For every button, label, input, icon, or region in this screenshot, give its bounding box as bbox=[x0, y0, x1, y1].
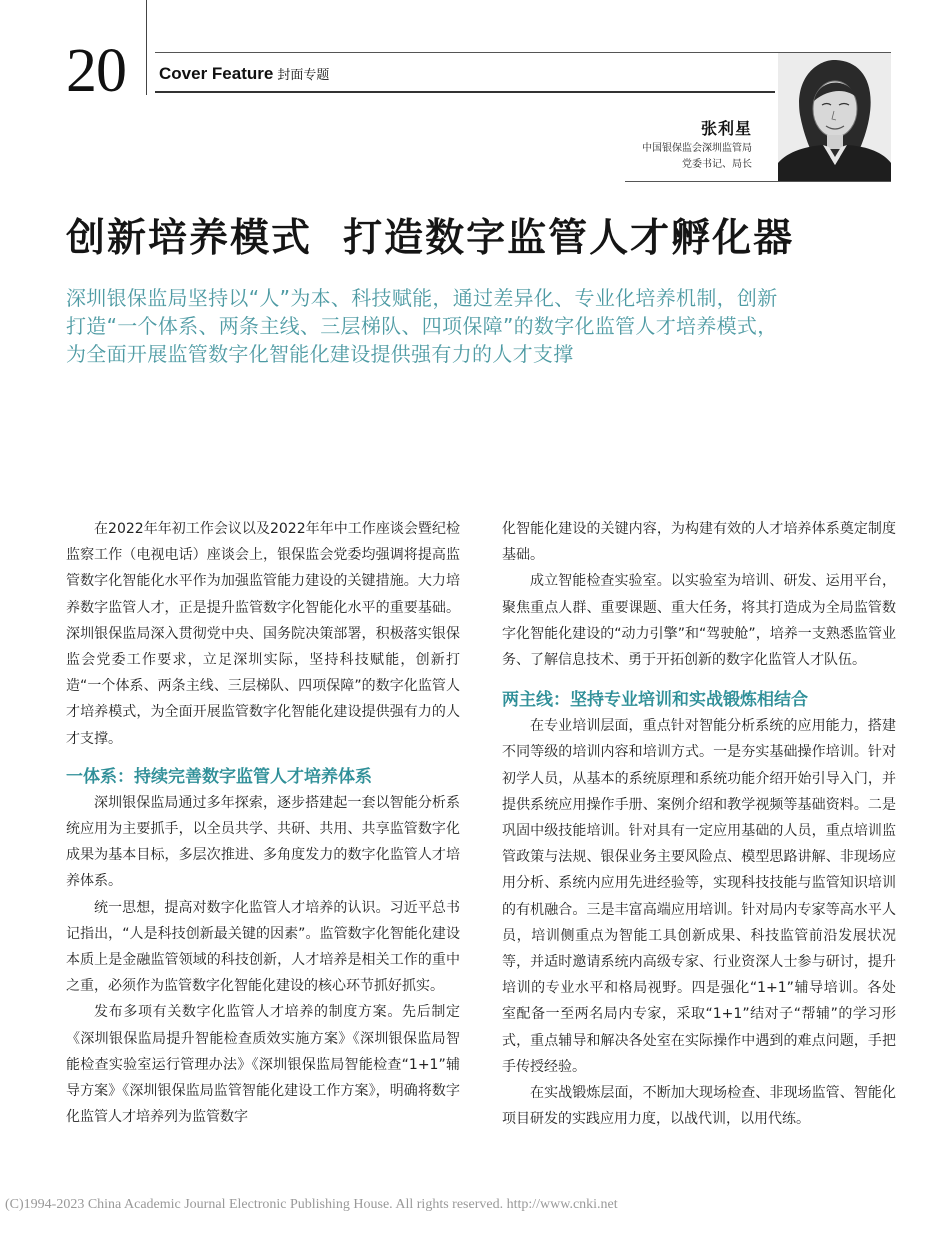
lead-line: 深圳银保监局坚持以“人”为本、科技赋能，通过差异化、专业化培养机制，创新 bbox=[66, 286, 778, 310]
copyright-footer: (C)1994-2023 China Academic Journal Electronic Publishing House. All rights reserved. http://www.cnki.net bbox=[5, 1197, 618, 1212]
section-heading-one-system: 一体系：持续完善数字监管人才培养体系 bbox=[66, 766, 372, 787]
paragraph: 在专业培训层面，重点针对智能分析系统的应用能力，搭建不同等级的培训内容和培训方式。一是夯实基础操作培训。针对初学人员，从基本的系统原理和系统功能介绍开始引导入门，并提供系统应用操作手册、案例介绍和教学视频等基础资料。二是巩固中级技能培训。针对具有一定应用基础的人员，重点培训监管政策与法规、银保业务主要风险点、模型思路讲解、非现场应用分析、系统内应用先进经验等，实现科技技能与监管知识培训的有机融合。三是丰富高端应用培训。针对局内专家等高水平人员，培训侧重点为智能工具创新成果、科技监管前沿发展状况等，并适时邀请系统内高级专家、行业资深人士参与研讨，提升培训的专业水平和格局视野。四是强化“1+1”辅导培训。各处室配备一至两名局内专家，采取“1+1”结对子“帮辅”的学习形式，重点辅导和解决各处室在实际操作中遇到的难点问题，手把手传授经验。 bbox=[502, 718, 896, 1075]
author-name: 张利星 bbox=[700, 119, 752, 138]
page-number: 20 bbox=[66, 37, 126, 105]
header-section-rule bbox=[155, 91, 775, 93]
paragraph-continued: 化智能化建设的关键内容，为构建有效的人才培养体系奠定制度基础。 bbox=[502, 521, 896, 564]
article-lead bbox=[66, 284, 896, 368]
article-title: 创新培养模式 打造数字监管人才孵化器 bbox=[66, 216, 795, 261]
paragraph: 深圳银保监局通过多年探索，逐步搭建起一套以智能分析系统应用为主要抓手，以全员共学、共研、共用、共享监管数字化成果为基本目标，多层次推进、多角度发力的数字化监管人才培养体系。 bbox=[66, 794, 460, 890]
author-org-line: 中国银保监会深圳监管局 bbox=[642, 143, 752, 154]
section-label-en: Cover Feature bbox=[159, 64, 274, 83]
paragraph: 在实战锻炼层面，不断加大现场检查、非现场监管、智能化项目研发的实践应用力度，以战代训，以用代练。 bbox=[502, 1085, 896, 1128]
lead-line: 打造“一个体系、两条主线、三层梯队、四项保障”的数字化监管人才培养模式， bbox=[66, 314, 778, 338]
paragraph: 成立智能检查实验室。以实验室为培训、研发、运用平台，聚焦重点人群、重要课题、重大任务，将其打造成为全局监管数字化智能化建设的“动力引擎”和“驾驶舱”，培养一支熟悉监管业务、了解信息技术、勇于开拓创新的数字化监管人才队伍。 bbox=[502, 573, 896, 669]
paragraph: 发布多项有关数字化监管人才培养的制度方案。先后制定《深圳银保监局提升智能检查质效实施方案》《深圳银保监局智能检查实验室运行管理办法》《深圳银保监局智能检查“1+1”辅导方案》《深圳银保监局监管智能化建设工作方案》，明确将数字化监管人才培养列为监管数字 bbox=[66, 1004, 460, 1126]
section-heading-two-mainlines: 两主线：坚持专业培训和实战锻炼相结合 bbox=[502, 690, 808, 711]
paragraph: 统一思想，提高对数字化监管人才培养的认识。习近平总书记指出，“人是科技创新最关键的因素”。监管数字化智能化建设本质上是金融监管领域的科技创新，人才培养是相关工作的重中之重，必须作为监管数字化智能化建设的核心环节抓好抓实。 bbox=[66, 899, 460, 995]
body-column-right bbox=[502, 516, 896, 1132]
author-affiliation bbox=[642, 141, 752, 173]
author-block-rule bbox=[625, 181, 891, 182]
lead-line: 为全面开展监管数字化智能化建设提供强有力的人才支撑 bbox=[66, 342, 574, 366]
author-portrait bbox=[778, 53, 891, 181]
paragraph: 在2022年年初工作会议以及2022年年中工作座谈会暨纪检监察工作（电视电话）座谈会上，银保监会党委均强调将提高监管数字化智能化水平作为加强监管能力建设的关键措施。大力培养数字监管人才，正是提升监管数字化智能化水平的重要基础。深圳银保监局深入贯彻党中央、国务院决策部署，积极落实银保监会党委工作要求，立足深圳实际，坚持科技赋能，创新打造“一个体系、两条主线、三层梯队、四项保障”的数字化监管人才培养模式，为全面开展监管数字化智能化建设提供强有力的人才支撑。 bbox=[66, 521, 460, 747]
section-label bbox=[159, 64, 329, 86]
header-vertical-rule bbox=[146, 0, 147, 95]
author-title-line: 党委书记、局长 bbox=[682, 159, 752, 170]
body-column-left bbox=[66, 516, 460, 1130]
section-label-cn: 封面专题 bbox=[277, 68, 330, 83]
